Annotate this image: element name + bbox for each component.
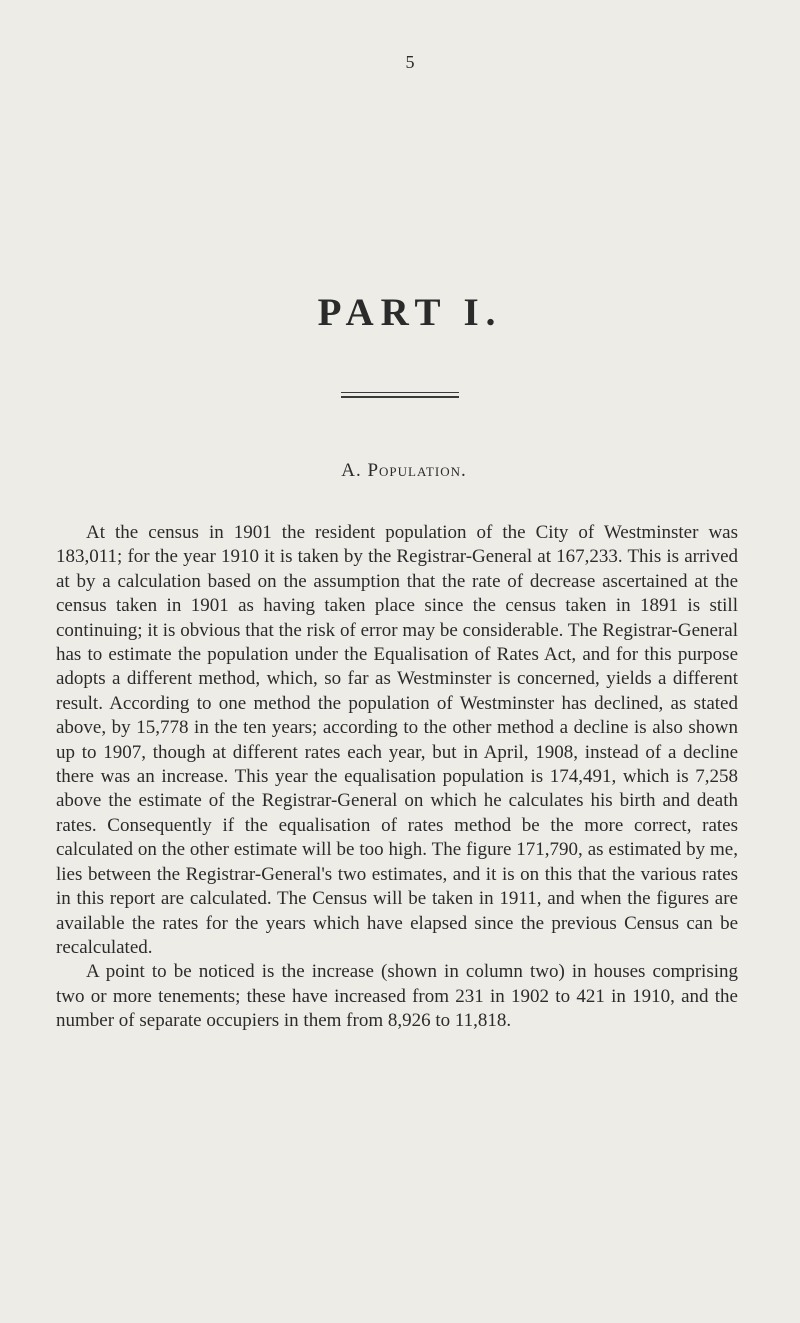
divider-line-bottom (341, 396, 459, 398)
heading-divider (341, 392, 459, 398)
paragraph-tenements: A point to be noticed is the increase (shown in column two) in houses comprising two or more tenements; these have increased from 231 in 1902 to 421 in 1910, and the number of separate occupiers in them from 8,926 to 11,818. (56, 961, 738, 1032)
paragraph-population: At the census in 1901 the resident population of the City of Westminster was 183,011; for the year 1910 it is taken by the Registrar-General at 167,233. This is arrived at by a calculation based on the assumption that the rate of decrease ascertained at the census taken in 1901 as having taken place since the census taken in 1891 is still continuing; it is obvious that the risk of error may be considerable. The Registrar-General has to estimate the population under the Equalisation of Rates Act, and for this purpose adopts a different method, which, so far as Westminster is concerned, yields a different result. According to one method the population of Westminster has declined, as stated above, by 15,778 in the ten years; according to the other method a decline is also shown up to 1907, though at different rates each year, but in April, 1908, instead of a decline there was an increase. This year the equalisation population is 174,491, which is 7,258 above the estimate of the Registrar-General on which he calculates his birth and death rates. Consequently if the equalisation of rates method be the more correct, rates calculated on the other estimate will be too high. The figure 171,790, as estimated by me, lies between the Registrar-General's two estimates, and it is on this that the various rates in this report are calculated. The Census will be taken in 1911, and when the figures are available the rates for the years which have elapsed since the previous Census can be recalculated. (56, 522, 738, 958)
body-text (56, 521, 738, 1034)
section-heading (4, 460, 800, 482)
divider-line-top (341, 392, 459, 393)
page-number: 5 (405, 52, 415, 72)
part-heading: PART I. (317, 291, 503, 334)
section-heading-text: A. Population. (341, 460, 467, 481)
